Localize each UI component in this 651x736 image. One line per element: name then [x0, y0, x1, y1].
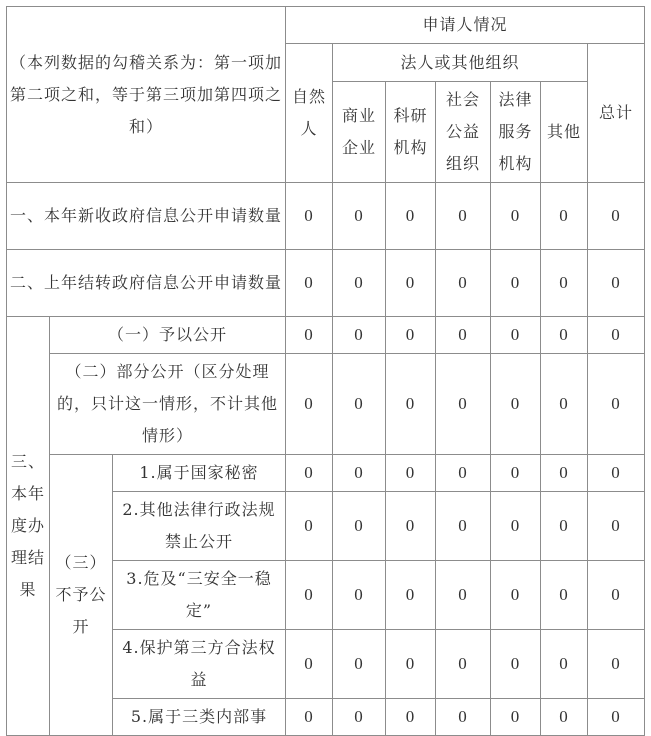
row-label: （二）部分公开（区分处理的，只计这一情形，不计其他情形） [50, 354, 286, 455]
cell-value: 0 [588, 317, 645, 354]
legal-service-org-header: 法律服务机构 [491, 82, 541, 183]
table-row [7, 183, 645, 250]
cell-value: 0 [491, 630, 541, 699]
cell-value: 0 [491, 250, 541, 317]
cell-value: 0 [436, 561, 491, 630]
cell-value: 0 [386, 250, 436, 317]
section3-label: 三、本年度办理结果 [7, 317, 50, 736]
cell-value: 0 [436, 699, 491, 736]
cell-value: 0 [491, 492, 541, 561]
cell-value: 0 [386, 317, 436, 354]
gov-info-disclosure-table [6, 6, 645, 736]
row-label: 二、上年结转政府信息公开申请数量 [7, 250, 286, 317]
row-label: 4.保护第三方合法权益 [113, 630, 286, 699]
not-disclose-label: （三）不予公开 [50, 455, 113, 736]
natural-person-header: 自然人 [286, 44, 333, 183]
table-row [7, 354, 645, 455]
column-note: （本列数据的勾稽关系为：第一项加第二项之和，等于第三项加第四项之和） [10, 52, 283, 136]
cell-value: 0 [333, 561, 386, 630]
cell-value: 0 [333, 492, 386, 561]
cell-value: 0 [436, 250, 491, 317]
cell-value: 0 [588, 630, 645, 699]
cell-value: 0 [286, 317, 333, 354]
cell-value: 0 [386, 183, 436, 250]
cell-value: 0 [436, 354, 491, 455]
cell-value: 0 [541, 250, 588, 317]
cell-value: 0 [491, 183, 541, 250]
cell-value: 0 [286, 561, 333, 630]
legal-persons-group-header: 法人或其他组织 [333, 44, 588, 82]
cell-value: 0 [386, 492, 436, 561]
cell-value: 0 [286, 492, 333, 561]
cell-value: 0 [333, 699, 386, 736]
cell-value: 0 [588, 699, 645, 736]
cell-value: 0 [541, 455, 588, 492]
cell-value: 0 [541, 699, 588, 736]
cell-value: 0 [286, 699, 333, 736]
cell-value: 0 [541, 492, 588, 561]
cell-value: 0 [333, 250, 386, 317]
table-row [7, 317, 645, 354]
cell-value: 0 [541, 317, 588, 354]
cell-value: 0 [436, 630, 491, 699]
cell-value: 0 [588, 183, 645, 250]
commercial-enterprise-header: 商业企业 [333, 82, 386, 183]
cell-value: 0 [588, 455, 645, 492]
cell-value: 0 [491, 354, 541, 455]
cell-value: 0 [286, 250, 333, 317]
cell-value: 0 [333, 354, 386, 455]
cell-value: 0 [386, 630, 436, 699]
cell-value: 0 [386, 699, 436, 736]
research-institution-header: 科研机构 [386, 82, 436, 183]
cell-value: 0 [386, 354, 436, 455]
cell-value: 0 [588, 354, 645, 455]
cell-value: 0 [541, 354, 588, 455]
cell-value: 0 [436, 455, 491, 492]
cell-value: 0 [333, 455, 386, 492]
table-row [7, 455, 645, 492]
cell-value: 0 [491, 699, 541, 736]
social-welfare-org-header: 社会公益组织 [436, 82, 491, 183]
applicant-status-header: 申请人情况 [286, 7, 645, 44]
other-header: 其他 [541, 82, 588, 183]
cell-value: 0 [286, 183, 333, 250]
cell-value: 0 [588, 250, 645, 317]
row-label: 2.其他法律行政法规禁止公开 [113, 492, 286, 561]
row-label: 5.属于三类内部事 [113, 699, 286, 736]
cell-value: 0 [333, 630, 386, 699]
cell-value: 0 [491, 455, 541, 492]
cell-value: 0 [588, 492, 645, 561]
cell-value: 0 [491, 317, 541, 354]
cell-value: 0 [436, 317, 491, 354]
table-row [7, 250, 645, 317]
cell-value: 0 [541, 183, 588, 250]
cell-value: 0 [333, 183, 386, 250]
row-label: 1.属于国家秘密 [113, 455, 286, 492]
cell-value: 0 [588, 561, 645, 630]
cell-value: 0 [541, 630, 588, 699]
cell-value: 0 [386, 561, 436, 630]
cell-value: 0 [333, 317, 386, 354]
cell-value: 0 [436, 492, 491, 561]
cell-value: 0 [541, 561, 588, 630]
row-label: 3.危及“三安全一稳定” [113, 561, 286, 630]
cell-value: 0 [286, 630, 333, 699]
cell-value: 0 [286, 455, 333, 492]
row-label: （一）予以公开 [50, 317, 286, 354]
cell-value: 0 [386, 455, 436, 492]
column-note-cell [7, 7, 286, 183]
cell-value: 0 [491, 561, 541, 630]
total-header: 总计 [588, 44, 645, 183]
cell-value: 0 [436, 183, 491, 250]
row-label: 一、本年新收政府信息公开申请数量 [7, 183, 286, 250]
cell-value: 0 [286, 354, 333, 455]
